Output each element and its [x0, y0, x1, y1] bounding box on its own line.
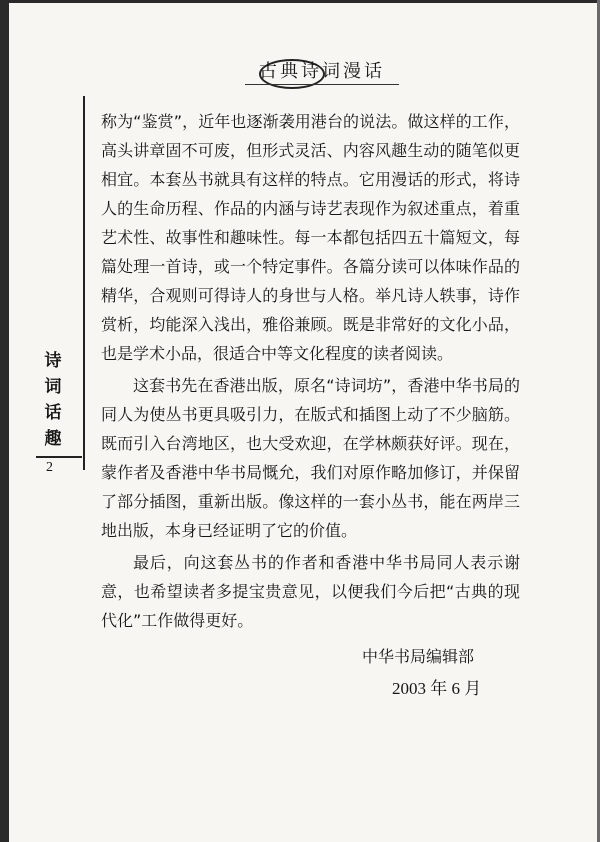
- signature-org: 中华书局编辑部: [362, 647, 475, 666]
- paragraph: 这套书先在香港出版，原名“诗词坊”，香港中华书局的同人为使丛书更具吸引力，在版式和插图上动了不少脑筋。既而引入台湾地区，也大受欢迎，在学林颇获好评。现在，蒙作者及香港中华书局慨允，我们对原作略加修订，并保留了部分插图，重新出版。像这样的一套小丛书，能在两岸三地出版，本身已经证明了它的价值。: [101, 376, 520, 540]
- header-rule: [245, 84, 399, 85]
- side-title: [36, 348, 70, 452]
- signature-date: 2003 年 6 月: [392, 679, 482, 698]
- header-title: 古典诗词漫话: [259, 61, 385, 82]
- paragraph: 最后，向这套丛书的作者和香港中华书局同人表示谢意，也希望读者多提宝贵意见，以便我们今后把“古典的现代化”工作做得更好。: [101, 553, 520, 630]
- page-top-edge: [0, 0, 600, 3]
- side-title-char: 词: [44, 377, 62, 397]
- side-title-char: 诗: [44, 351, 62, 371]
- page-left-edge: [0, 0, 9, 842]
- body-text: [101, 107, 520, 635]
- side-title-char: 趣: [44, 429, 62, 449]
- signature-block: [362, 641, 542, 705]
- page-number: 2: [46, 460, 53, 475]
- paragraph: 称为“鉴赏”，近年也逐渐袭用港台的说法。做这样的工作，高头讲章固不可废，但形式灵活、内容风趣生动的随笔似更相宜。本套丛书就具有这样的特点。它用漫话的形式，将诗人的生命历程、作品的内涵与诗艺表现作为叙述重点，着重艺术性、故事性和趣味性。每一本都包括四五十篇短文，每篇处理一首诗，或一个特定事件。各篇分读可以体味作品的精华，合观则可得诗人的身世与人格。举凡诗人轶事，诗作赏析，均能深入浅出，雅俗兼顾。既是非常好的文化小品，也是学术小品，很适合中等文化程度的读者阅读。: [101, 112, 520, 363]
- margin-vertical-rule: [83, 96, 85, 470]
- side-tab: [36, 348, 82, 474]
- side-rule: [36, 456, 82, 458]
- side-title-char: 话: [44, 403, 62, 423]
- running-header: [237, 57, 407, 87]
